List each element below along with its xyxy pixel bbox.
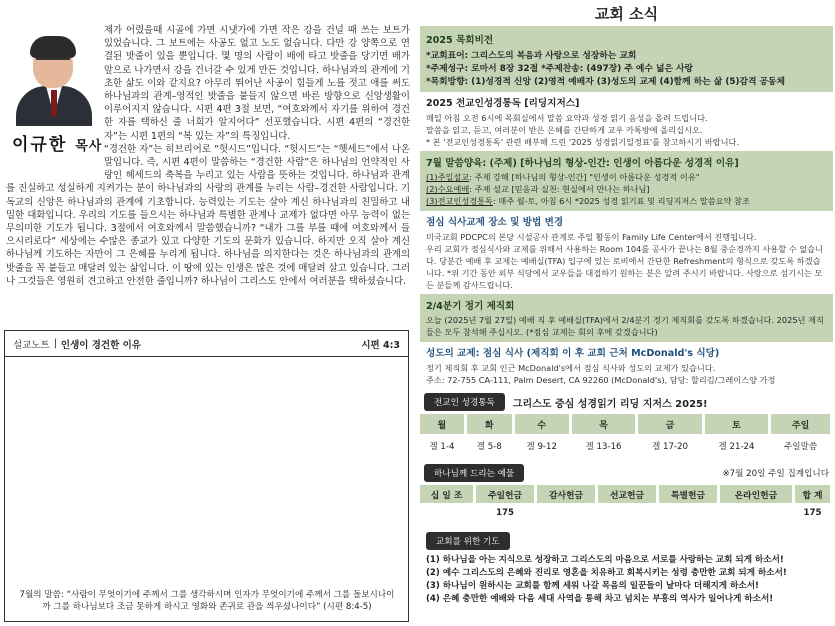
day-header: 주일 (770, 414, 832, 434)
bible-reading-line: 말씀을 읽고, 듣고, 여러분이 받은 은혜를 간단하게 교우 카톡방에 올리십시오. (426, 125, 703, 135)
fellowship-line: 주소: 72-755 CA-111, Palm Desert, CA 92260 (McDonald's), 담당: 할리김/그레이스양 가정 (426, 375, 776, 385)
pastor-name-text: 이규한 (12, 135, 68, 155)
pastor-title: 목사 (75, 139, 103, 154)
monthly-verse: 7월의 말씀: “사람이 무엇이기에 주께서 그를 생각하시며 인자가 무엇이기에 주께서 그를 돌보시나이까 그를 하나님보다 조금 못하게 하시고 영화와 존귀로 관을 씌우셨나이다” (시편 8:4-5) (19, 590, 395, 612)
offering-header: 주일헌금 (475, 485, 536, 503)
prayer-label: 교회를 위한 기도 (426, 532, 510, 550)
lunch-change-line: 우리 교회가 점심식사와 교제를 위해서 사용하는 Room 104를 공사가 끝나는 8월 중순경까지 사용할 수 없습니다. 당분간 예배 후 교제는 예배실(TFA) 입구에 있는 로비에서 간단한 Refreshment의 형식으로 갖도록 하겠습니다. *위 기간 동안 외부 식당에서 교우들을 대접하기 원하는 분은 알려 주시기 바랍니다. 사랑으로 섬기시는 모든 분들께 감사드립니다. (426, 244, 823, 290)
prayer-item: (1) 하나님을 아는 지식으로 성장하고 그리스도의 마음으로 서로를 사랑하는 교회 되게 하소서! (426, 555, 784, 565)
prayer-item: (3) 하나님이 원하시는 교회를 함께 세워 나갈 목음의 일꾼들이 날마다 더해지게 하소서! (426, 581, 759, 591)
offering-section (420, 464, 833, 523)
day-header: 금 (637, 414, 703, 434)
sermon-paragraph: 제가 어렸을때 시골에 가면 시냇가에 가면 작은 강을 건널 때 쓰는 보트가 있었습니다. 그 보트에는 사공도 없고 노도 없습니다. 다만 강 양쪽으로 연결된 밧줄이 있을 뿐입니다. 몇 명의 사람이 배에 타고 밧줄을 당기면 배가 앞으로 나가면서 강을 건너갈 수 있게 만든 것입니다. 하나님과의 관계에 기초한 삶도 이와 같지요? 아무리 뛰어난 사공이 힘들게 노를 젓고 애를 써도 하나님과의 관계–영적인 밧줄을 붙들지 않으면 바른 방향으로 신앙생활이 이루어지지 않습니다. 시편 4편 3절 보면, “여호와께서 자기를 위하여 경건한 자를 택하신 줄 너희가 알지어다” 선포했습니다. 시편 4편의 “경건한 자”는 시편 1편의 “복 있는 자”의 특징입니다. (104, 25, 410, 142)
fellowship-title: 성도의 교제: 점심 식사 (제직회 이 후 교회 근처 McDonald's 식당) (426, 348, 720, 359)
sermon-paragraph: “경건한 자”는 히브리어로 “헛시드”입니다. “헛시드”는 “헷세드”에서 나온 말입니다. 즉, 시편 4편이 말씀하는 “경건한 사람”은 하나님의 언약적인 사랑인 헤세드의 축복을 누리고 있는 사람을 뜻하는 것입니다. 하나님과 관계를 진실하고 성실하게 지켜가는 분이 하나님과의 사랑의 관계를 누리는 사람–경건한 사람입니다. 기독교의 신앙은 하나님과의 관계에 기초합니다. 능력있는 기도는 살아 계신 하나님과의 친밀하고 내밀한 대화입니다. 우리의 기도를 들으시는 하나님과 특별한 관계나 교제가 없다면 아무 능력이 없는 무의미한 기도가 됩니다. 3절에서 여호와께서 말씀했습니까? “내가 그를 부를 때에 여호와께서 들으시리로다” 세상에는 수많은 종교가 있고 다양한 기도의 문화가 있습니다. 하지만 오직 살아 계신 하나님께 기도하는 자만이 그 은혜를 누리게 됩니다. 하나님을 의지한다는 것은 하나님과의 관계의 밧줄을 꼭 붙들고 매달려 있는 삶입니다. 이 땅에 있는 인생은 많은 것에 매달려 살고 있습니다. 그러나 그것들은 영원히 견고하고 안전한 줄입니까? 하나님이 그리스도 안에서 여러분을 택하셨습니다. (6, 143, 410, 287)
notes-separator: | (53, 338, 57, 349)
offering-cell (657, 503, 718, 523)
bible-reading-line: * 본 '전교인성경통독' 관련 배부해 드린 '2025 성경읽기일정표'를 참고하시기 바랍니다. (426, 137, 740, 147)
pastor-name (12, 130, 102, 155)
july-theme-line: (1)주일설교: 주제 강해 [하나님의 형상-인간] "인생이 아름다운 성경적 이유" (426, 172, 700, 182)
lunch-change-title: 점심 식사교제 장소 및 방법 변경 (426, 217, 564, 228)
quarterly-line: 오늘 (2025년 7월 27일) 예배 직 후 예배실(TFA)에서 2/4분기 정기 제직회를 갖도록 하겠습니다. 2025년 제직들은 모두 참석해 주십시오. (*점심 교제는 회의 후에 갖겠습니다) (426, 315, 824, 337)
notes-title: 인생이 경건한 이유 (60, 339, 141, 351)
july-theme-line: (3)전교인성경통독: 매주 월-토, 아침 6시 *2025 성경 읽기표 및 리딩지저스 말씀요약 참조 (426, 196, 750, 206)
chapter-cell: 겔 21-24 (703, 434, 769, 458)
day-header: 토 (703, 414, 769, 434)
notes-ref: 시편 4:3 (361, 339, 400, 351)
chapter-cell: 주일말씀 (770, 434, 832, 458)
news-title: 교회 소식 (594, 5, 659, 23)
offering-cell: 175 (793, 503, 831, 523)
offering-header: 십 일 조 (420, 485, 475, 503)
pastor-photo (6, 22, 102, 126)
bible-reading-section (418, 92, 835, 151)
chapter-cell: 겔 9-12 (513, 434, 570, 458)
vision-line: *목회방향: (1)성경적 신앙 (2)영적 예배자 (3)성도의 교제 (4)함께 하는 삶 (5)감격 공동체 (426, 77, 786, 87)
reading-plan-table (420, 414, 833, 458)
prayer-item: (2) 예수 그리스도의 은혜와 진리로 영혼을 치유하고 회복시키는 성령 충만한 교회 되게 하소서! (426, 568, 787, 578)
chapter-cell: 겔 5-8 (465, 434, 513, 458)
fellowship-section (418, 342, 835, 389)
day-header: 월 (420, 414, 465, 434)
offering-label: 하나님께 드리는 예물 (424, 464, 524, 482)
offering-header: 합 계 (793, 485, 831, 503)
vision-band (420, 26, 833, 92)
offering-cell: 175 (475, 503, 536, 523)
july-theme-title: 7월 말씀양육: (주제) [하나님의 형상-인간: 인생이 아름다운 성경적 이유] (426, 158, 739, 169)
day-header: 화 (465, 414, 513, 434)
news-column (418, 0, 835, 626)
chapter-cell: 겔 17-20 (637, 434, 703, 458)
offering-cell (536, 503, 597, 523)
reading-plan-label: 전교인 성경통독 (424, 393, 505, 411)
july-theme-line: (2)수요예배: 주제 설교 [믿음과 실천: 현실에서 만나는 하나님] (426, 184, 650, 194)
offering-cell (420, 503, 475, 523)
bible-reading-line: 매일 아침 오전 6시에 목회실에서 말씀 요약과 성경 읽기 음성을 올려 드립니다. (426, 113, 708, 123)
sermon-notes-box (4, 330, 409, 622)
lunch-change-section (418, 211, 835, 294)
offering-note: ※7월 20일 주일 집계입니다 (722, 469, 829, 479)
offering-header: 감사헌금 (536, 485, 597, 503)
quarterly-title: 2/4분기 정기 제직회 (426, 301, 515, 312)
day-header: 수 (513, 414, 570, 434)
reading-plan (420, 393, 833, 458)
prayer-item: (4) 은혜 충만한 예배와 다음 세대 사역을 통해 차고 넘치는 부흥의 역사가 일어나게 하소서! (426, 594, 774, 604)
reading-plan-title: 그리스도 중심 성경읽기 리딩 지저스 2025! (512, 398, 708, 410)
chapter-cell: 겔 1-4 (420, 434, 465, 458)
vision-line: *교회표어: 그리스도의 복음과 사랑으로 성장하는 교회 (426, 51, 637, 61)
offering-header: 선교헌금 (597, 485, 658, 503)
offering-cell (597, 503, 658, 523)
sermon-notes-header (5, 331, 408, 357)
vision-line: *주제성구: 로마서 8장 32절 *주제찬송: (497장) 주 예수 넓은 사랑 (426, 64, 694, 74)
offering-header: 온라인헌금 (718, 485, 793, 503)
quarterly-band (420, 294, 833, 342)
offering-table (420, 485, 833, 523)
notes-label: 설교노트 (13, 339, 50, 351)
july-theme-band (420, 151, 833, 211)
lunch-change-line: 미국교회 PDCPC의 본당 시설공사 관계로 주일 활동이 Family Life Center에서 진행됩니다. (426, 232, 757, 242)
sermon-column (0, 0, 414, 626)
bible-reading-title: 2025 전교인성경통독 [리딩지저스] (426, 98, 580, 109)
day-header: 목 (570, 414, 636, 434)
offering-cell (718, 503, 793, 523)
prayer-section (420, 529, 833, 606)
fellowship-line: 정기 제직회 후 교회 인근 McDonald's에서 점심 식사와 성도의 교제가 있습니다. (426, 363, 716, 373)
vision-title: 2025 목회비전 (426, 35, 494, 46)
offering-header: 특별헌금 (657, 485, 718, 503)
chapter-cell: 겔 13-16 (570, 434, 636, 458)
